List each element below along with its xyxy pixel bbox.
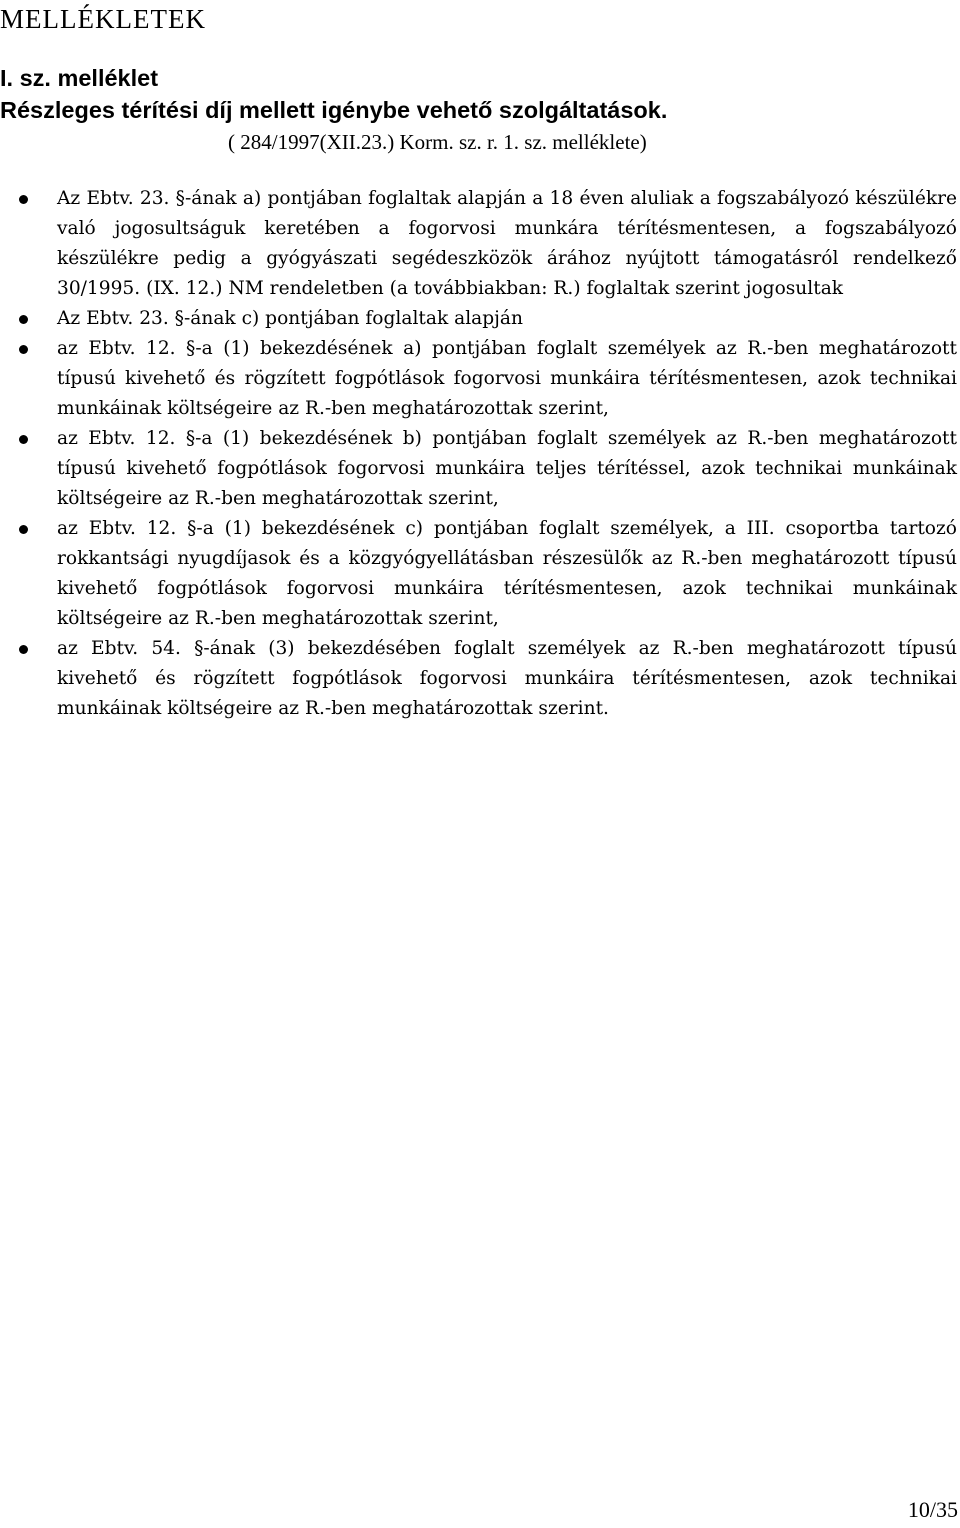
annex-subtitle: Részleges térítési díj mellett igénybe vehető szolgáltatások. [0, 97, 668, 123]
list-item-text: Az Ebtv. 23. §-ának c) pontjában foglaltak alapján [57, 308, 523, 329]
bullet-icon [19, 315, 28, 324]
list-item-text: Az Ebtv. 23. §-ának a) pontjában foglaltak alapján a 18 éven aluliak a fogszabályozó készülékre való jogosultságuk keretében a fogorvosi munkára térítésmentesen, a fogszabályozó készülékre pedig a gyógyászati segédeszközök árához nyújtott támogatásról rendelkező 30/1995. (IX. 12.) NM rendeletben (a továbbiakban: R.) foglaltak szerint jogosultak [57, 188, 957, 299]
entitlement-list [57, 184, 957, 724]
list-item-text: az Ebtv. 12. §-a (1) bekezdésének b) pontjában foglalt személyek az R.-ben meghatározott típusú kivehető fogpótlások fogorvosi munkáira teljes térítéssel, azok technikai munkáinak költségeire az R.-ben meghatározottak szerint, [57, 428, 957, 509]
bullet-icon [19, 435, 28, 444]
list-item [57, 184, 957, 304]
bullet-icon [19, 525, 28, 534]
annex-reference: ( 284/1997(XII.23.) Korm. sz. r. 1. sz. melléklete) [228, 130, 647, 154]
annex-title: I. sz. melléklet [0, 65, 159, 91]
list-item-text: az Ebtv. 12. §-a (1) bekezdésének a) pontjában foglalt személyek az R.-ben meghatározott típusú kivehető és rögzített fogpótlások fogorvosi munkáira térítésmentesen, azok technikai munkáinak költségeire az R.-ben meghatározottak szerint, [57, 338, 957, 419]
list-item [57, 334, 957, 424]
document-heading: MELLÉKLETEK [0, 4, 206, 34]
bullet-icon [19, 345, 28, 354]
list-item [57, 634, 957, 724]
list-item [57, 514, 957, 634]
list-item-text: az Ebtv. 54. §-ának (3) bekezdésében foglalt személyek az R.-ben meghatározott típusú kivehető és rögzített fogpótlások fogorvosi munkáira térítésmentesen, azok technikai munkáinak költségeire az R.-ben meghatározottak szerint. [57, 638, 957, 719]
list-item [57, 424, 957, 514]
bullet-icon [19, 195, 28, 204]
list-item [57, 304, 957, 334]
bullet-icon [19, 645, 28, 654]
list-item-text: az Ebtv. 12. §-a (1) bekezdésének c) pontjában foglalt személyek, a III. csoportba tartozó rokkantsági nyugdíjasok és a közgyógyellátásban részesülők az R.-ben meghatározott típusú kivehető fogpótlások fogorvosi munkáira térítésmentesen, azok technikai munkáinak költségeire az R.-ben meghatározottak szerint, [57, 518, 957, 629]
page-number: 10/35 [907, 1497, 958, 1522]
